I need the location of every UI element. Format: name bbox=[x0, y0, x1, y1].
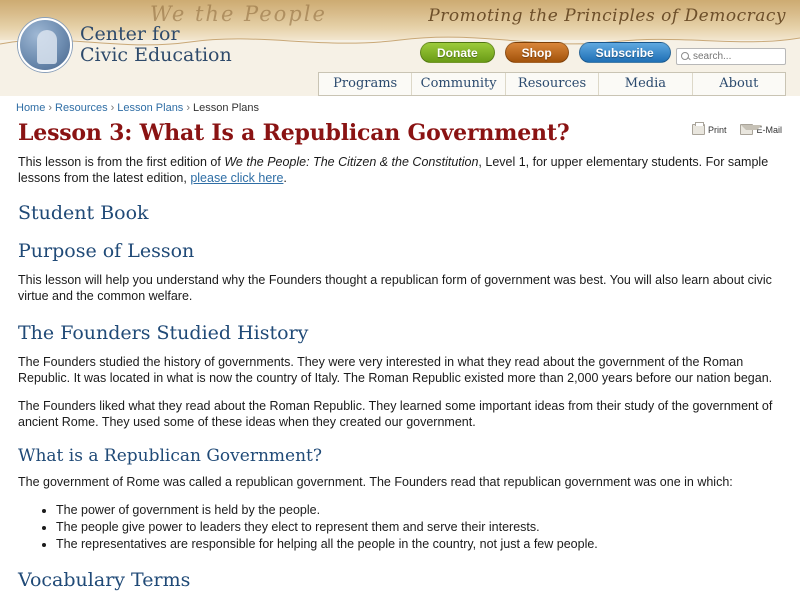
nav-item-programs[interactable]: Programs bbox=[319, 73, 412, 95]
list-item: • The representatives are responsible for helping all the people in the country, not just a few people. bbox=[56, 536, 782, 553]
site-header bbox=[0, 0, 800, 96]
site-tagline: Promoting the Principles of Democracy bbox=[428, 6, 786, 26]
republican-intro-text: The government of Rome was called a republican government. The Founders read that republican government was one in which: bbox=[18, 475, 733, 489]
breadcrumb-item-resources[interactable]: Resources bbox=[55, 102, 108, 114]
email-button[interactable] bbox=[740, 124, 782, 135]
intro-book-title: We the People: The Citizen & the Constitution bbox=[224, 155, 479, 169]
page-title: Lesson 3: What Is a Republican Government? bbox=[18, 120, 570, 146]
list-item: • The power of government is held by the people. bbox=[56, 502, 782, 519]
search-input[interactable] bbox=[691, 50, 781, 63]
republican-government-heading: What is a Republican Government? bbox=[18, 446, 322, 466]
breadcrumb-separator: › bbox=[110, 102, 115, 114]
shop-button[interactable]: Shop bbox=[505, 42, 569, 63]
site-logo[interactable] bbox=[18, 18, 232, 72]
printer-icon bbox=[692, 124, 705, 135]
list-item: • The people give power to leaders they elect to represent them and serve their interests. bbox=[56, 519, 782, 536]
student-book-heading: Student Book bbox=[18, 202, 149, 224]
search-box[interactable] bbox=[676, 48, 786, 65]
breadcrumb-item-home[interactable]: Home bbox=[16, 102, 46, 114]
intro-text-part-2: , Level 1, for upper elementary students. For sample lessons from the latest edition, bbox=[18, 155, 769, 185]
breadcrumb-item-current: Lesson Plans bbox=[192, 102, 260, 114]
email-label: E-Mail bbox=[756, 124, 782, 135]
founders-paragraph-2: The Founders liked what they read about the Roman Republic. They learned some important ideas from their study of the government of ancient Rome. They used some of these ideas when they created our government. bbox=[18, 399, 773, 429]
intro-text-part-1: This lesson is from the first edition of bbox=[18, 155, 225, 169]
intro-text-part-3: . bbox=[283, 171, 287, 185]
header-action-buttons bbox=[420, 42, 671, 63]
main-navigation bbox=[318, 72, 786, 96]
page-tools bbox=[692, 124, 782, 135]
breadcrumb bbox=[0, 96, 800, 118]
nav-item-media[interactable]: Media bbox=[599, 73, 692, 95]
logo-line-1: Center for bbox=[80, 23, 180, 46]
mail-icon bbox=[740, 124, 753, 135]
republican-bullet-list bbox=[18, 502, 782, 553]
donate-button[interactable]: Donate bbox=[420, 42, 495, 63]
subscribe-button[interactable]: Subscribe bbox=[579, 42, 671, 63]
logo-text bbox=[80, 24, 232, 65]
logo-line-2: Civic Education bbox=[80, 44, 232, 66]
lesson-intro-paragraph bbox=[18, 154, 782, 186]
page-content bbox=[0, 120, 800, 591]
founders-studied-history-heading: The Founders Studied History bbox=[18, 322, 309, 344]
print-button[interactable] bbox=[692, 124, 727, 135]
purpose-of-lesson-text: This lesson will help you understand why the Founders thought a republican form of government was best. You will also learn about civic virtue and the common welfare. bbox=[18, 273, 772, 303]
founders-paragraph-1: The Founders studied the history of governments. They were very interested in what they read about the government of the Roman Republic. It was located in what is now the country of Italy. The Roman Republic existed more than 2,000 years before our nation began. bbox=[18, 355, 773, 385]
breadcrumb-separator: › bbox=[186, 102, 190, 114]
nav-item-community[interactable]: Community bbox=[412, 73, 505, 95]
print-label: Print bbox=[707, 124, 727, 135]
parchment-script-text: We the People bbox=[150, 2, 327, 26]
vocabulary-terms-heading: Vocabulary Terms bbox=[18, 569, 191, 591]
breadcrumb-item-lesson-plans[interactable]: Lesson Plans bbox=[117, 102, 184, 114]
sample-lessons-link[interactable]: please click here bbox=[190, 171, 284, 185]
purpose-of-lesson-heading: Purpose of Lesson bbox=[18, 240, 195, 262]
search-icon bbox=[680, 51, 691, 62]
breadcrumb-separator: › bbox=[48, 102, 53, 114]
seal-icon bbox=[18, 18, 72, 72]
nav-item-resources[interactable]: Resources bbox=[506, 73, 599, 95]
nav-item-about[interactable]: About bbox=[719, 76, 759, 91]
